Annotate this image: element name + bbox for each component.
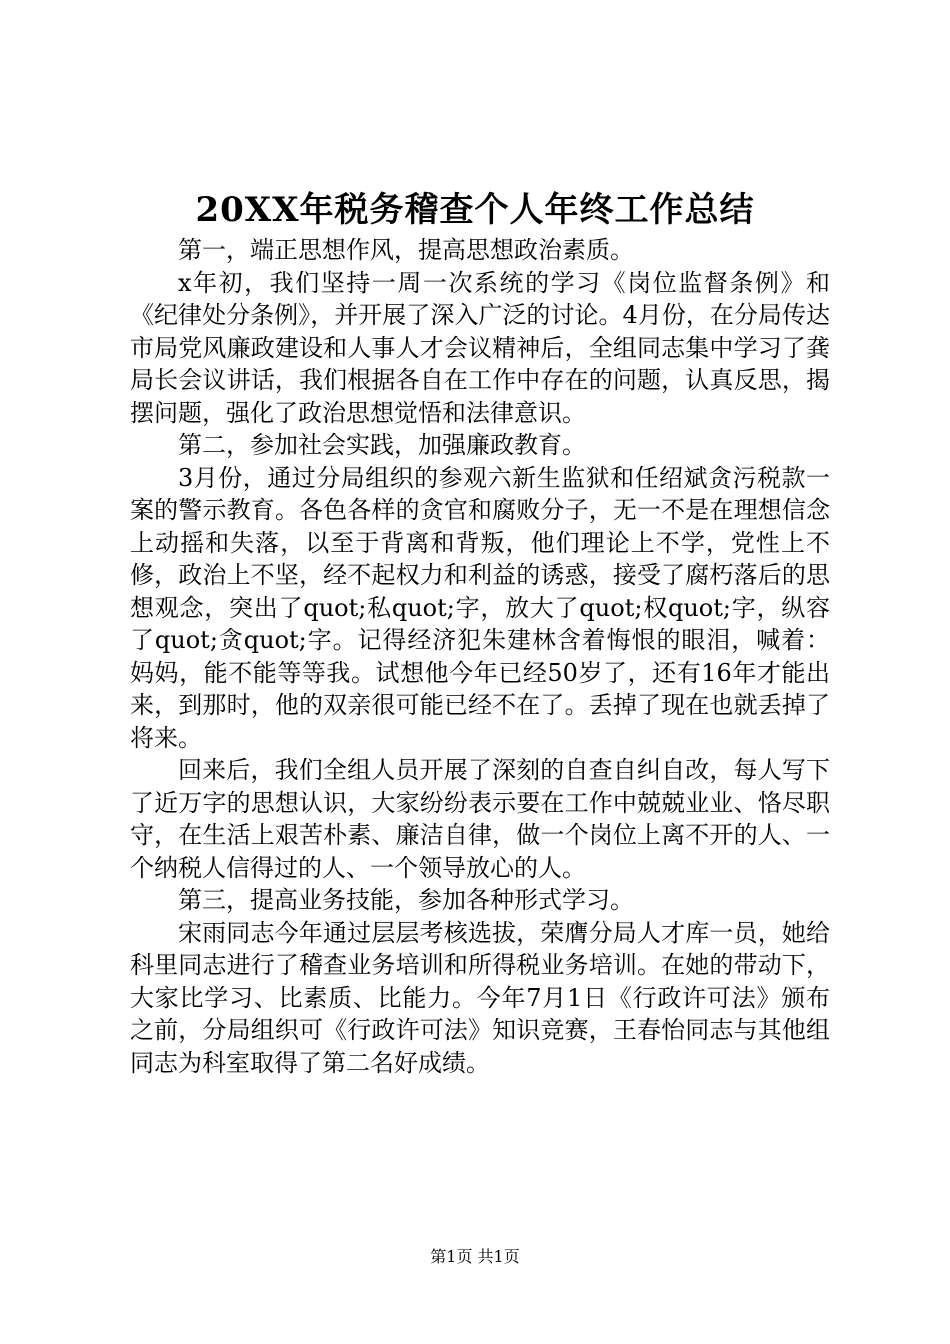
document-title: 20XX年税务稽查个人年终工作总结 xyxy=(195,190,755,230)
paragraph-self-inspection: 回来后，我们全组人员开展了深刻的自查自纠自改，每人写下了近万字的思想认识，大家纷纷表示要在工作中兢兢业业、恪尽职守，在生活上艰苦朴素、廉洁自律，做一个岗位上离不开的人、一个纳税人信得过的人、一个领导放心的人。 xyxy=(130,756,830,882)
paragraph-study-regulations: x年初，我们坚持一周一次系统的学习《岗位监督条例》和《纪律处分条例》，并开展了深入广泛的讨论。4月份，在分局传达市局党风廉政建设和人事人才会议精神后，全组同志集中学习了龚局长会议讲话，我们根据各自在工作中存在的问题，认真反思，揭摆问题，强化了政治思想觉悟和法律意识。 xyxy=(130,268,830,427)
paragraph-skills-training: 宋雨同志今年通过层层考核选拔，荣膺分局人才库一员，她给科里同志进行了稽查业务培训和所得税业务培训。在她的带动下，大家比学习、比素质、比能力。今年7月1日《行政许可法》颁布之前，分局组织可《行政许可法》知识竞赛，王春怡同志与其他组同志为科室取得了第二名好成绩。 xyxy=(130,918,830,1077)
page-footer: 第1页 共1页 xyxy=(430,1247,520,1266)
paragraph-section-2-heading: 第二，参加社会实践，加强廉政教育。 xyxy=(178,431,586,459)
paragraph-section-3-heading: 第三，提高业务技能，参加各种形式学习。 xyxy=(178,886,634,914)
document-body xyxy=(130,234,830,1079)
paragraph-section-1-heading: 第一，端正思想作风，提高思想政治素质。 xyxy=(178,236,634,264)
paragraph-warning-education: 3月份，通过分局组织的参观六新生监狱和任绍斌贪污税款一案的警示教育。各色各样的贪官和腐败分子，无一不是在理想信念上动摇和失落，以至于背离和背叛，他们理论上不学，党性上不修，政治上不坚，经不起权力和利益的诱惑，接受了腐朽落后的思想观念，突出了quot;私quot;字，放大了quot;权quot;字，纵容了quot;贪quot;字。记得经济犯朱建林含着悔恨的眼泪，喊着：妈妈，能不能等等我。试想他今年已经50岁了，还有16年才能出来，到那时，他的双亲很可能已经不在了。丢掉了现在也就丢掉了将来。 xyxy=(130,463,830,752)
